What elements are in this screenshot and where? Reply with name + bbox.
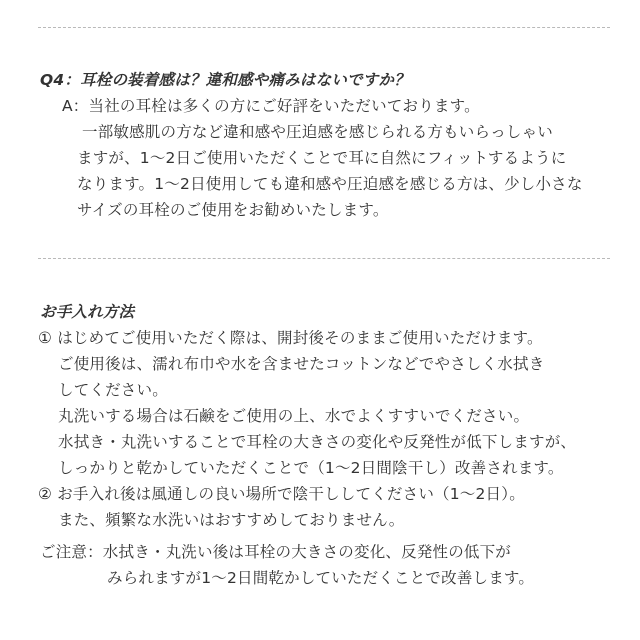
care-line: 水拭き・丸洗いすることで耳栓の大きさの変化や反発性が低下しますが、: [58, 433, 577, 451]
care-line: 丸洗いする場合は石鹸をご使用の上、水でよくすすいでください。: [58, 407, 530, 425]
care-title: お手入れ方法: [40, 303, 135, 321]
faq-question: Q4：耳栓の装着感は？違和感や痛みはないですか？: [40, 71, 410, 89]
faq-answer-line: サイズの耳栓のご使用をお勧めいたします。: [77, 201, 389, 219]
care-line: また、頻繁な水洗いはおすすめしておりません。: [58, 511, 405, 529]
care-note-line: みられますが1〜2日間乾かしていただくことで改善します。: [107, 569, 535, 587]
care-line: してください。: [58, 381, 168, 399]
care-line: ① はじめてご使用いただく際は、開封後そのままご使用いただけます。: [38, 329, 543, 347]
faq-answer-line: ますが、1〜2日ご使用いただくことで耳に自然にフィットするように: [77, 149, 567, 167]
care-note-line: ご注意：水拭き・丸洗い後は耳栓の大きさの変化、反発性の低下が: [40, 543, 512, 561]
care-line: しっかりと乾かしていただくことで（1〜2日間陰干し）改善されます。: [58, 459, 564, 477]
care-line: ② お手入れ後は風通しの良い場所で陰干ししてください（1〜2日）。: [38, 485, 525, 503]
care-line: ご使用後は、濡れ布巾や水を含ませたコットンなどでやさしく水拭き: [58, 355, 545, 373]
section-divider: [38, 258, 610, 259]
faq-answer-line: 一部敏感肌の方など違和感や圧迫感を感じられる方もいらっしゃい: [82, 123, 554, 141]
faq-answer-line: A：当社の耳栓は多くの方にご好評をいただいております。: [62, 97, 480, 115]
faq-answer-line: なります。1〜2日使用しても違和感や圧迫感を感じる方は、少し小さな: [77, 175, 583, 193]
top-divider: [38, 27, 610, 28]
